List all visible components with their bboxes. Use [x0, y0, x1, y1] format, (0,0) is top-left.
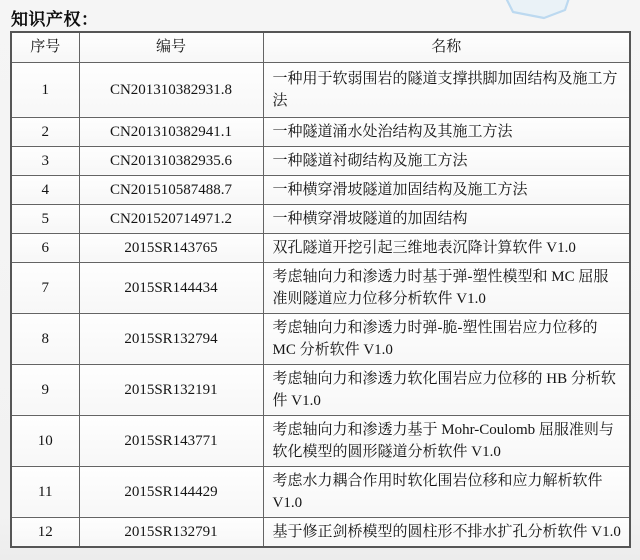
code-cell: CN201510587488.7: [79, 175, 263, 204]
row-number-cell: 9: [11, 364, 79, 415]
table-row: [11, 466, 630, 517]
table-row: [11, 117, 630, 146]
header-name: 名称: [263, 32, 630, 62]
watermark-shape: [492, 0, 640, 26]
table-row: [11, 62, 630, 117]
code-cell: 2015SR143765: [79, 233, 263, 262]
code-cell: 2015SR132191: [79, 364, 263, 415]
code-cell: 2015SR144434: [79, 262, 263, 313]
code-cell: 2015SR144429: [79, 466, 263, 517]
page-title: 知识产权：: [11, 10, 99, 29]
row-number-cell: 8: [11, 313, 79, 364]
table-row: [11, 204, 630, 233]
table-row: [11, 175, 630, 204]
table-row: [11, 364, 630, 415]
code-cell: CN201310382941.1: [79, 117, 263, 146]
code-cell: 2015SR143771: [79, 415, 263, 466]
row-number-cell: 6: [11, 233, 79, 262]
code-cell: 2015SR132794: [79, 313, 263, 364]
code-cell: CN201310382935.6: [79, 146, 263, 175]
row-number-cell: 1: [11, 62, 79, 117]
table-row: [11, 517, 630, 547]
table-body: [11, 62, 630, 547]
name-cell: 考虑轴向力和渗透力时基于弹-塑性模型和 MC 屈服准则隧道应力位移分析软件 V1.0: [263, 262, 630, 313]
row-number-cell: 2: [11, 117, 79, 146]
row-number-cell: 7: [11, 262, 79, 313]
code-cell: 2015SR132791: [79, 517, 263, 547]
row-number-cell: 3: [11, 146, 79, 175]
name-cell: 一种隧道衬砌结构及施工方法: [263, 146, 630, 175]
row-number-cell: 5: [11, 204, 79, 233]
header-row-number: 序号: [11, 32, 79, 62]
table-row: [11, 415, 630, 466]
row-number-cell: 4: [11, 175, 79, 204]
name-cell: 考虑轴向力和渗透力时弹-脆-塑性围岩应力位移的 MC 分析软件 V1.0: [263, 313, 630, 364]
table-row: [11, 146, 630, 175]
name-cell: 考虑水力耦合作用时软化围岩位移和应力解析软件 V1.0: [263, 466, 630, 517]
name-cell: 考虑轴向力和渗透力软化围岩应力位移的 HB 分析软件 V1.0: [263, 364, 630, 415]
header-code: 编号: [79, 32, 263, 62]
table-row: [11, 262, 630, 313]
name-cell: 一种用于软弱围岩的隧道支撑拱脚加固结构及施工方法: [263, 62, 630, 117]
row-number-cell: 12: [11, 517, 79, 547]
table-header-row: [11, 32, 630, 62]
row-number-cell: 10: [11, 415, 79, 466]
name-cell: 基于修正剑桥模型的圆柱形不排水扩孔分析软件 V1.0: [263, 517, 630, 547]
name-cell: 考虑轴向力和渗透力基于 Mohr-Coulomb 屈服准则与软化模型的圆形隧道分析软件 V1.0: [263, 415, 630, 466]
code-cell: CN201520714971.2: [79, 204, 263, 233]
table-row: [11, 313, 630, 364]
table-row: [11, 233, 630, 262]
name-cell: 一种隧道涌水处治结构及其施工方法: [263, 117, 630, 146]
name-cell: 双孔隧道开挖引起三维地表沉降计算软件 V1.0: [263, 233, 630, 262]
ip-table: [10, 31, 631, 548]
row-number-cell: 11: [11, 466, 79, 517]
code-cell: CN201310382931.8: [79, 62, 263, 117]
name-cell: 一种横穿滑坡隧道的加固结构: [263, 204, 630, 233]
name-cell: 一种横穿滑坡隧道加固结构及施工方法: [263, 175, 630, 204]
